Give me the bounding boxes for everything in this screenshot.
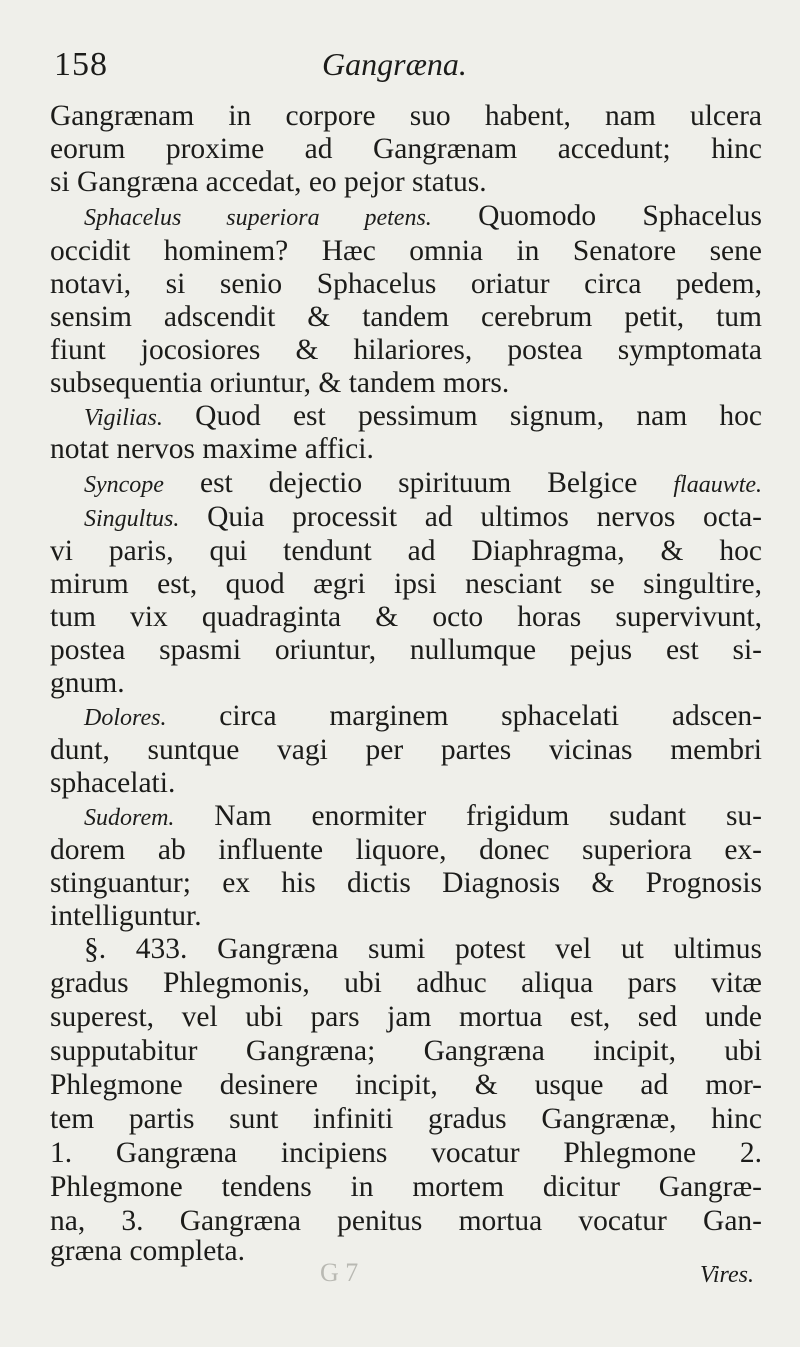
text-line: 1. Gangræna incipiens vocatur Phlegmone 2. [50, 1137, 762, 1169]
catchword: Vires. [700, 1262, 754, 1288]
text-line: si Gangræna accedat, eo pejor status. [50, 166, 487, 198]
lead-dolores: Dolores. [84, 705, 167, 731]
text-line: notat nervos maxime affici. [50, 433, 374, 465]
text-line: sphacelati. [50, 767, 176, 799]
text-line: vi paris, qui tendunt ad Diaphragma, & hoc [50, 535, 762, 567]
text-line: dorem ab influente liquore, donec superiora ex- [50, 834, 762, 866]
text-line: na, 3. Gangræna penitus mortua vocatur Gan- [50, 1205, 762, 1237]
lead-singultus: Singultus. [84, 506, 180, 532]
text-line: superest, vel ubi pars jam mortua est, sed unde [50, 1001, 762, 1033]
lead-sudorem: Sudorem. [84, 805, 175, 831]
page-number: 158 [54, 46, 108, 83]
lead-vigilias: Vigilias. [84, 405, 163, 431]
text-line: subsequentia oriuntur, & tandem mors. [50, 367, 510, 399]
text-line: Quia processit ad ultimos nervos octa- [207, 501, 762, 533]
paragraph-vigilias [84, 402, 762, 432]
running-head: Gangræna. [322, 46, 467, 82]
text-line: Gangrænam in corpore suo habent, nam ulcera [50, 100, 762, 132]
signature-mark: G 7 [320, 1258, 359, 1287]
text-line: postea spasmi oriuntur, nullumque pejus est si- [50, 634, 762, 666]
italic-word: flaauwte. [673, 472, 763, 498]
paragraph-dolores [84, 702, 762, 732]
text-line: Phlegmone desinere incipit, & usque ad mor- [50, 1069, 762, 1101]
paragraph-sphacelus [84, 202, 762, 232]
text-line: tem partis sunt infiniti gradus Gangrænæ, hinc [50, 1103, 762, 1135]
text-line: est dejectio spirituum Belgice [199, 467, 638, 499]
text-line: occidit hominem? Hæc omnia in Senatore sene [50, 235, 762, 267]
text-line: tum vix quadraginta & octo horas supervivunt, [50, 601, 762, 633]
text-line: stinguantur; ex his dictis Diagnosis & Prognosis [50, 867, 762, 899]
text-line: mirum est, quod ægri ipsi nesciant se singultire, [50, 568, 762, 600]
paragraph-syncope [84, 469, 762, 499]
text-line: Quod est pessimum signum, nam hoc [195, 400, 762, 432]
lead-sphacelus: Sphacelus superiora petens. [84, 205, 432, 231]
text-line: Phlegmone tendens in mortem dicitur Gangræ- [50, 1171, 762, 1203]
paragraph-sudorem [84, 802, 762, 832]
text-line: gradus Phlegmonis, ubi adhuc aliqua pars vitæ [50, 967, 762, 999]
lead-syncope: Syncope [84, 472, 164, 498]
text-line: dunt, suntque vagi per partes vicinas membri [50, 734, 762, 766]
text-line: sensim adscendit & tandem cerebrum petit, tum [50, 301, 762, 333]
text-line: notavi, si senio Sphacelus oriatur circa pedem, [50, 268, 762, 300]
text-line: intelliguntur. [50, 900, 202, 932]
paragraph-singultus [84, 503, 762, 533]
paragraph-section-433: §. 433. Gangræna sumi potest vel ut ultimus [84, 933, 762, 965]
text-line: Quomodo Sphacelus [478, 200, 762, 232]
text-line: supputabitur Gangræna; Gangræna incipit, ubi [50, 1035, 762, 1067]
text-line: Nam enormiter frigidum sudant su- [214, 800, 763, 832]
text-line: eorum proxime ad Gangrænam accedunt; hinc [50, 133, 762, 165]
text-line: gnum. [50, 667, 125, 699]
text-line: circa marginem sphacelati adscen- [219, 700, 762, 732]
text-line: fiunt jocosiores & hilariores, postea symptomata [50, 334, 762, 366]
text-line: græna completa. [50, 1235, 245, 1267]
